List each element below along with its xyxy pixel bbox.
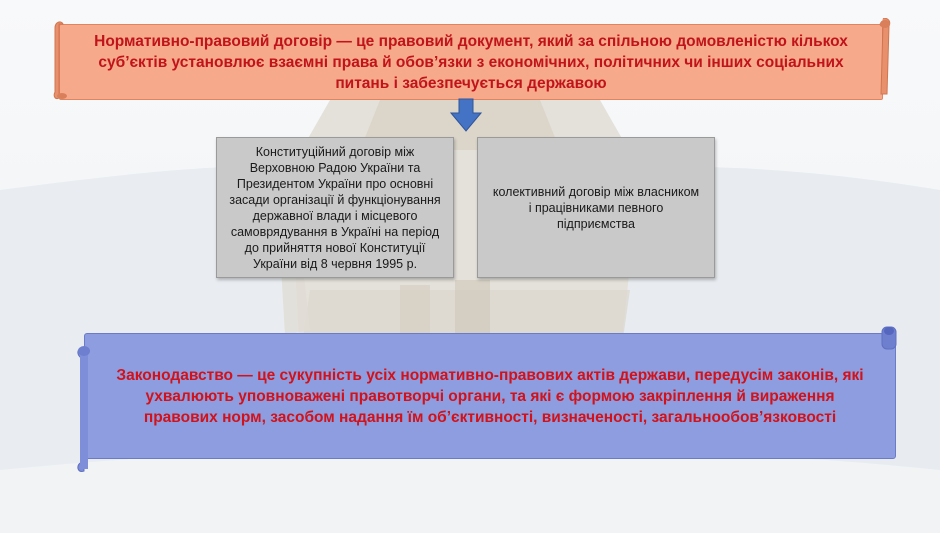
- constitutional-contract-text: Конституційний договір між Верховною Радою України та Президентом України про основні засади організації й функціонування державної влади і місцевого самоврядування в Україні на період до прийняття нової Конституції України від 8 червня 1995 р.: [229, 144, 441, 271]
- scroll-curl-left: [53, 18, 73, 100]
- contract-definition-text: Нормативно-правовий договір — це правовий документ, який за спільною домовленістю кількох суб’єктів установлює взаємні права й обов’язки з економічних, політичних чи інших соціальних питань і забезпечується державою: [94, 32, 848, 92]
- scroll-curl-bottom-left: [74, 343, 98, 473]
- definition-scroll-bottom: [74, 323, 900, 473]
- scroll-curl-right: [873, 18, 893, 100]
- definition-scroll-top: [53, 18, 893, 100]
- scroll-top-body: [59, 24, 883, 100]
- example-box-constitutional-contract: [216, 137, 454, 278]
- down-arrow-icon: [450, 98, 482, 132]
- scroll-curl-bottom-right: [876, 323, 900, 351]
- example-box-collective-contract: [477, 137, 715, 278]
- collective-contract-text: колективний договір між власником і працівниками певного підприємства: [492, 184, 700, 231]
- legislation-definition-text: Законодавство — це сукупність усіх нормативно-правових актів держави, передусім законів, які ухвалюють уповноважені правотворчі органи, та які є формою закріплення й вираження правових норм, засобом надання їм об’єктивності, визначеності, загальнообов’язковості: [116, 366, 864, 426]
- scroll-bottom-body: [84, 333, 896, 459]
